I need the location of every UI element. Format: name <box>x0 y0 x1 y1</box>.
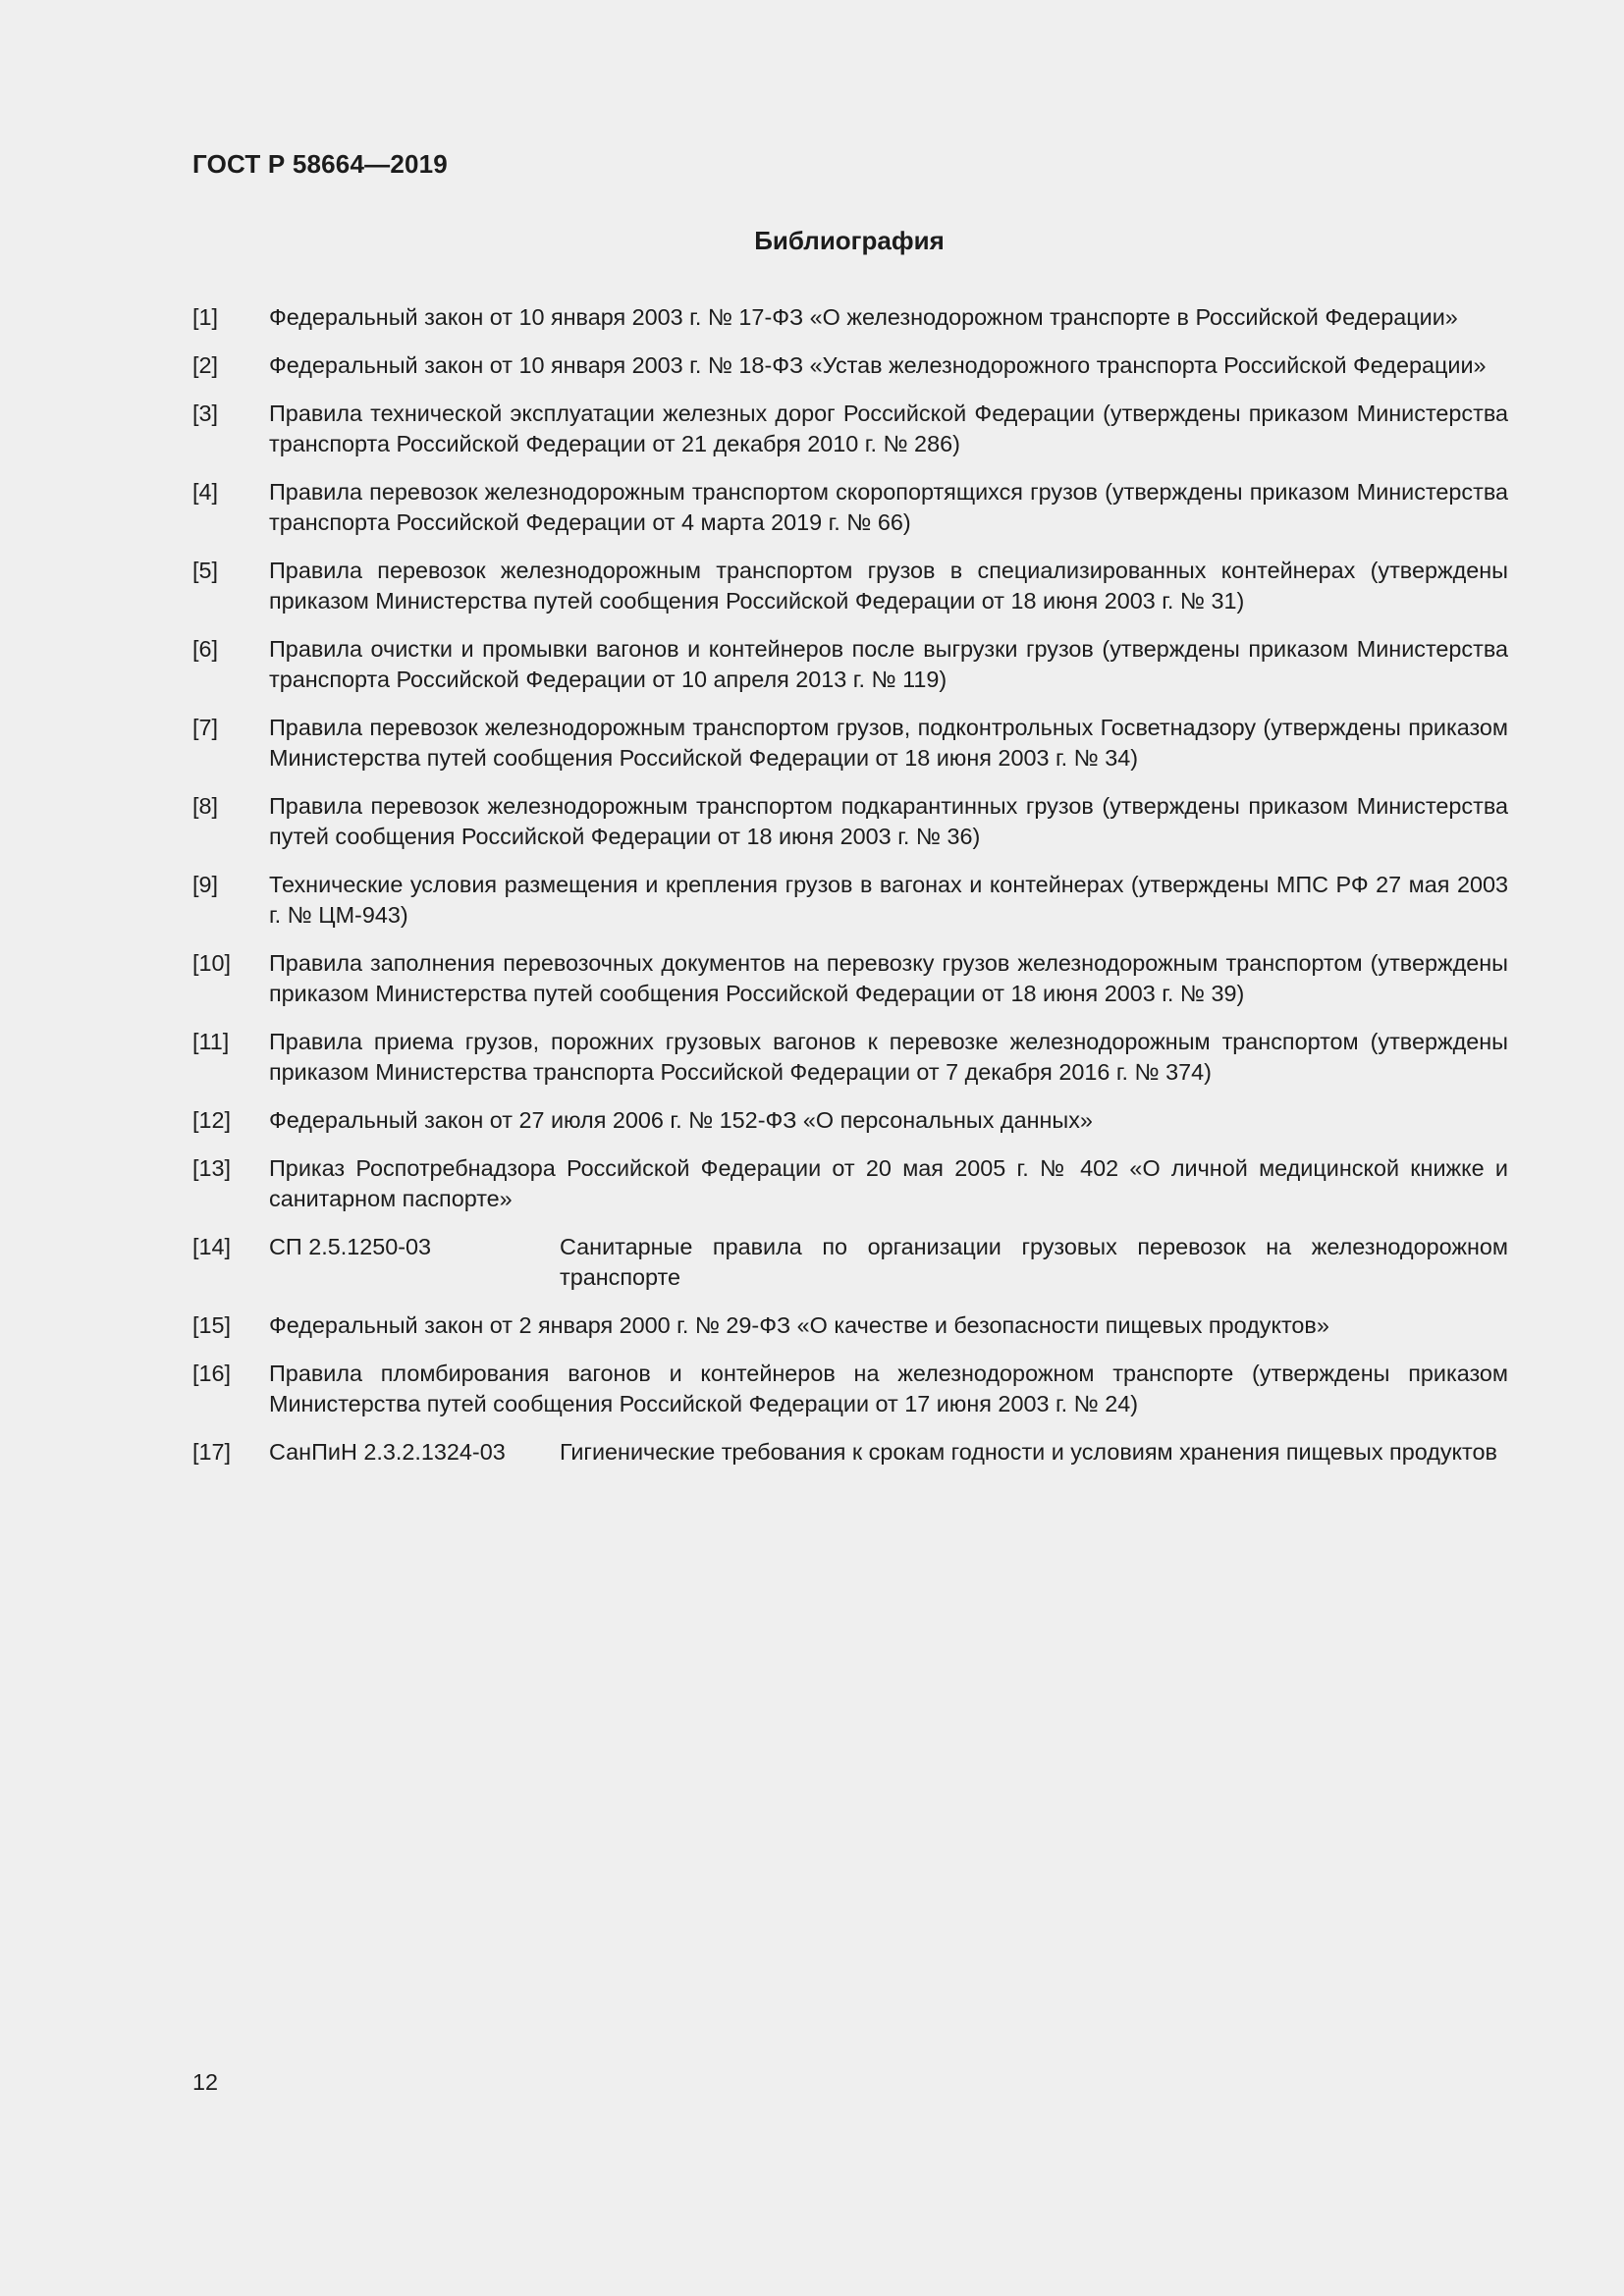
entry-number: [7] <box>192 715 219 740</box>
entry-text: Санитарные правила по организации грузовых перевозок на железнодорожном транспорте <box>560 1234 1508 1290</box>
bibliography-entry <box>192 1310 1508 1341</box>
entry-number: [4] <box>192 479 219 505</box>
entry-number: [15] <box>192 1312 232 1338</box>
entry-number: [13] <box>192 1155 232 1181</box>
entry-number: [16] <box>192 1361 232 1386</box>
bibliography-entry <box>192 713 1508 774</box>
entry-number: [2] <box>192 352 219 378</box>
entry-number: [1] <box>192 304 219 330</box>
entry-text: Правила перевозок железнодорожным транспортом подкарантинных грузов (утверждены приказом Министерства путей сообщения Российской Федерации от 18 июня 2003 г. № 36) <box>269 793 1508 849</box>
entry-text-block <box>269 1437 1508 1468</box>
entry-number: [17] <box>192 1439 232 1465</box>
bibliography-entry <box>192 1105 1508 1136</box>
entry-text: Правила технической эксплуатации железных дорог Российской Федерации (утверждены приказом Министерства транспорта Российской Федерации от 21 декабря 2010 г. № 286) <box>269 400 1508 456</box>
entry-text: Правила перевозок железнодорожным транспортом скоропортящихся грузов (утверждены приказом Министерства транспорта Российской Федерации от 4 марта 2019 г. № 66) <box>269 479 1508 535</box>
bibliography-entry <box>192 350 1508 381</box>
section-title: Библиография <box>754 226 945 255</box>
bibliography-entry <box>192 634 1508 695</box>
entry-text: Федеральный закон от 2 января 2000 г. № 29-ФЗ «О качестве и безопасности пищевых продуктов» <box>269 1312 1329 1338</box>
entry-number: [11] <box>192 1029 230 1054</box>
bibliography-entry <box>192 870 1508 931</box>
entry-text: Правила заполнения перевозочных документов на перевозку грузов железнодорожным транспортом (утверждены приказом Министерства путей сообщения Российской Федерации от 18 июня 2003 г. № 39) <box>269 950 1508 1006</box>
bibliography-entry <box>192 1232 1508 1293</box>
bibliography-list <box>192 302 1508 1485</box>
bibliography-entry <box>192 302 1508 333</box>
entry-text: Федеральный закон от 10 января 2003 г. № 18-ФЗ «Устав железнодорожного транспорта Российской Федерации» <box>269 352 1487 378</box>
bibliography-entry <box>192 399 1508 459</box>
bibliography-entry <box>192 1153 1508 1214</box>
entry-number: [8] <box>192 793 219 819</box>
bibliography-entry <box>192 1359 1508 1419</box>
bibliography-entry <box>192 791 1508 852</box>
bibliography-entry <box>192 948 1508 1009</box>
entry-text: Технические условия размещения и крепления грузов в вагонах и контейнерах (утверждены МПС РФ 27 мая 2003 г. № ЦМ-943) <box>269 872 1508 928</box>
entry-number: [14] <box>192 1234 232 1259</box>
entry-text: Правила перевозок железнодорожным транспортом грузов, подконтрольных Госветнадзору (утверждены приказом Министерства путей сообщения Российской Федерации от 18 июня 2003 г. № 34) <box>269 715 1508 771</box>
entry-text-block <box>269 1232 1508 1293</box>
bibliography-entry <box>192 477 1508 538</box>
entry-number: [3] <box>192 400 219 426</box>
entry-number: [6] <box>192 636 219 662</box>
document-code-header: ГОСТ Р 58664—2019 <box>192 149 448 179</box>
entry-number: [12] <box>192 1107 232 1133</box>
bibliography-entry <box>192 556 1508 616</box>
entry-standard-code: СанПиН 2.3.2.1324-03 <box>269 1439 506 1465</box>
entry-number: [10] <box>192 950 232 976</box>
entry-text: Правила очистки и промывки вагонов и контейнеров после выгрузки грузов (утверждены приказом Министерства транспорта Российской Федерации от 10 апреля 2013 г. № 119) <box>269 636 1508 692</box>
bibliography-entry <box>192 1027 1508 1088</box>
entry-number: [5] <box>192 558 219 583</box>
bibliography-entry <box>192 1437 1508 1468</box>
page-number: 12 <box>192 2069 219 2095</box>
entry-text: Правила приема грузов, порожних грузовых вагонов к перевозке железнодорожным транспортом (утверждены приказом Министерства транспорта Российской Федерации от 7 декабря 2016 г. № 374) <box>269 1029 1508 1085</box>
entry-text: Правила пломбирования вагонов и контейнеров на железнодорожном транспорте (утверждены приказом Министерства путей сообщения Российской Федерации от 17 июня 2003 г. № 24) <box>269 1361 1508 1416</box>
entry-text: Гигиенические требования к срокам годности и условиям хранения пищевых продуктов <box>560 1439 1497 1465</box>
entry-number: [9] <box>192 872 219 897</box>
entry-text: Правила перевозок железнодорожным транспортом грузов в специализированных контейнерах (утверждены приказом Министерства путей сообщения Российской Федерации от 18 июня 2003 г. № 31) <box>269 558 1508 614</box>
entry-text: Федеральный закон от 27 июля 2006 г. № 152-ФЗ «О персональных данных» <box>269 1107 1093 1133</box>
entry-standard-code: СП 2.5.1250-03 <box>269 1234 432 1259</box>
entry-text: Приказ Роспотребнадзора Российской Федерации от 20 мая 2005 г. № 402 «О личной медицинской книжке и санитарном паспорте» <box>269 1155 1508 1211</box>
entry-text: Федеральный закон от 10 января 2003 г. № 17-ФЗ «О железнодорожном транспорте в Российской Федерации» <box>269 304 1458 330</box>
